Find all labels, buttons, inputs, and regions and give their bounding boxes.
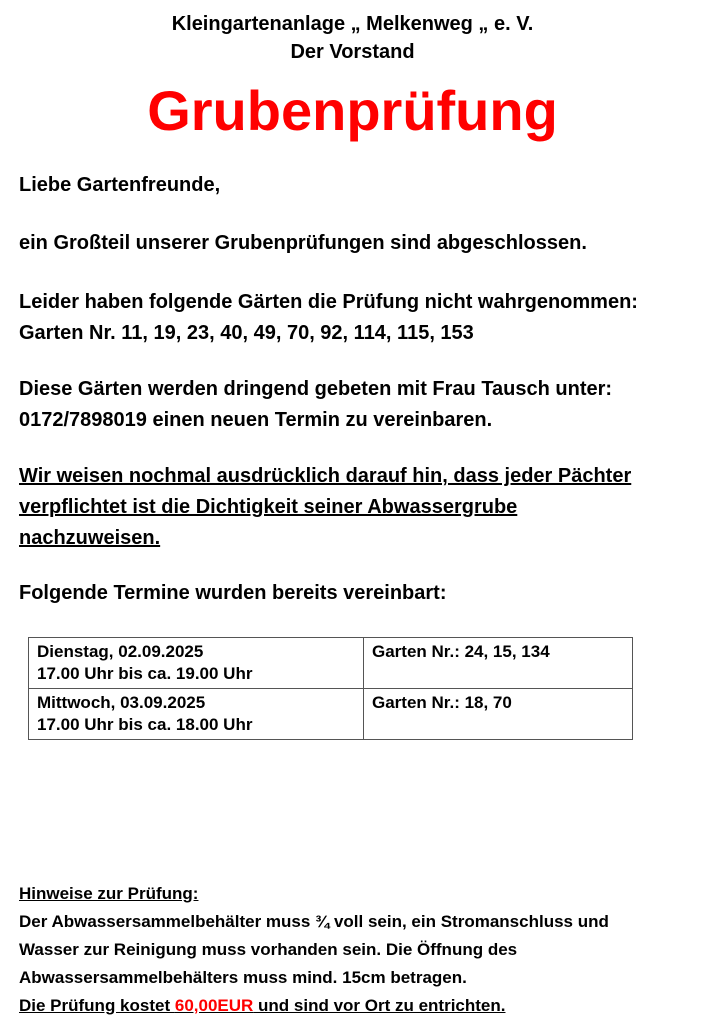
notes-line-2: Wasser zur Reinigung muss vorhanden sein. Die Öffnung des bbox=[19, 940, 518, 959]
paragraph-missed-gardens bbox=[19, 287, 689, 349]
schedule-gardens: Garten Nr.: 18, 70 bbox=[372, 693, 512, 712]
notes-heading: Hinweise zur Prüfung: bbox=[19, 884, 199, 903]
contact-phone-line: 0172/7898019 einen neuen Termin zu vereinbaren. bbox=[19, 409, 493, 431]
notes-cost-line bbox=[19, 992, 689, 1020]
table-row bbox=[29, 638, 633, 689]
schedule-date-cell bbox=[29, 638, 364, 689]
missed-garden-list: Garten Nr. 11, 19, 23, 40, 49, 70, 92, 114, 115, 153 bbox=[19, 322, 474, 344]
paragraph-obligation bbox=[19, 461, 689, 554]
missed-intro: Leider haben folgende Gärten die Prüfung nicht wahrgenommen: bbox=[19, 291, 638, 313]
schedule-time: 17.00 Uhr bis ca. 18.00 Uhr bbox=[37, 715, 253, 734]
notes-section bbox=[19, 880, 689, 1020]
table-row bbox=[29, 689, 633, 740]
organization-name: Kleingartenanlage „ Melkenweg „ e. V. bbox=[171, 13, 534, 35]
cost-prefix: Die Prüfung kostet bbox=[19, 996, 175, 1015]
schedule-date: Mittwoch, 03.09.2025 bbox=[37, 693, 206, 712]
paragraph-appointments: Folgende Termine wurden bereits vereinbart: bbox=[19, 582, 447, 604]
schedule-date-cell bbox=[29, 689, 364, 740]
greeting: Liebe Gartenfreunde, bbox=[19, 174, 221, 196]
schedule-gardens-cell bbox=[364, 638, 633, 689]
page-title: Grubenprüfung bbox=[147, 79, 558, 142]
cost-suffix: und sind vor Ort zu entrichten. bbox=[253, 996, 506, 1015]
notes-line-1: Der Abwassersammelbehälter muss ¾ voll sein, ein Stromanschluss und bbox=[19, 912, 609, 931]
obligation-line-2: verpflichtet ist die Dichtigkeit seiner Abwassergrube bbox=[19, 496, 518, 518]
paragraph-contact bbox=[19, 374, 689, 436]
obligation-line-3: nachzuweisen. bbox=[19, 527, 161, 549]
board-name: Der Vorstand bbox=[290, 41, 415, 63]
schedule-gardens-cell bbox=[364, 689, 633, 740]
cost-amount: 60,00EUR bbox=[174, 996, 254, 1015]
schedule-gardens: Garten Nr.: 24, 15, 134 bbox=[372, 642, 550, 661]
notes-line-3: Abwassersammelbehälters muss mind. 15cm betragen. bbox=[19, 968, 467, 987]
paragraph-completion: ein Großteil unserer Grubenprüfungen sind abgeschlossen. bbox=[19, 232, 587, 254]
schedule-date: Dienstag, 02.09.2025 bbox=[37, 642, 204, 661]
schedule-time: 17.00 Uhr bis ca. 19.00 Uhr bbox=[37, 664, 253, 683]
obligation-line-1: Wir weisen nochmal ausdrücklich darauf hin, dass jeder Pächter bbox=[19, 465, 632, 487]
schedule-table bbox=[28, 637, 633, 740]
contact-line: Diese Gärten werden dringend gebeten mit Frau Tausch unter: bbox=[19, 378, 613, 400]
